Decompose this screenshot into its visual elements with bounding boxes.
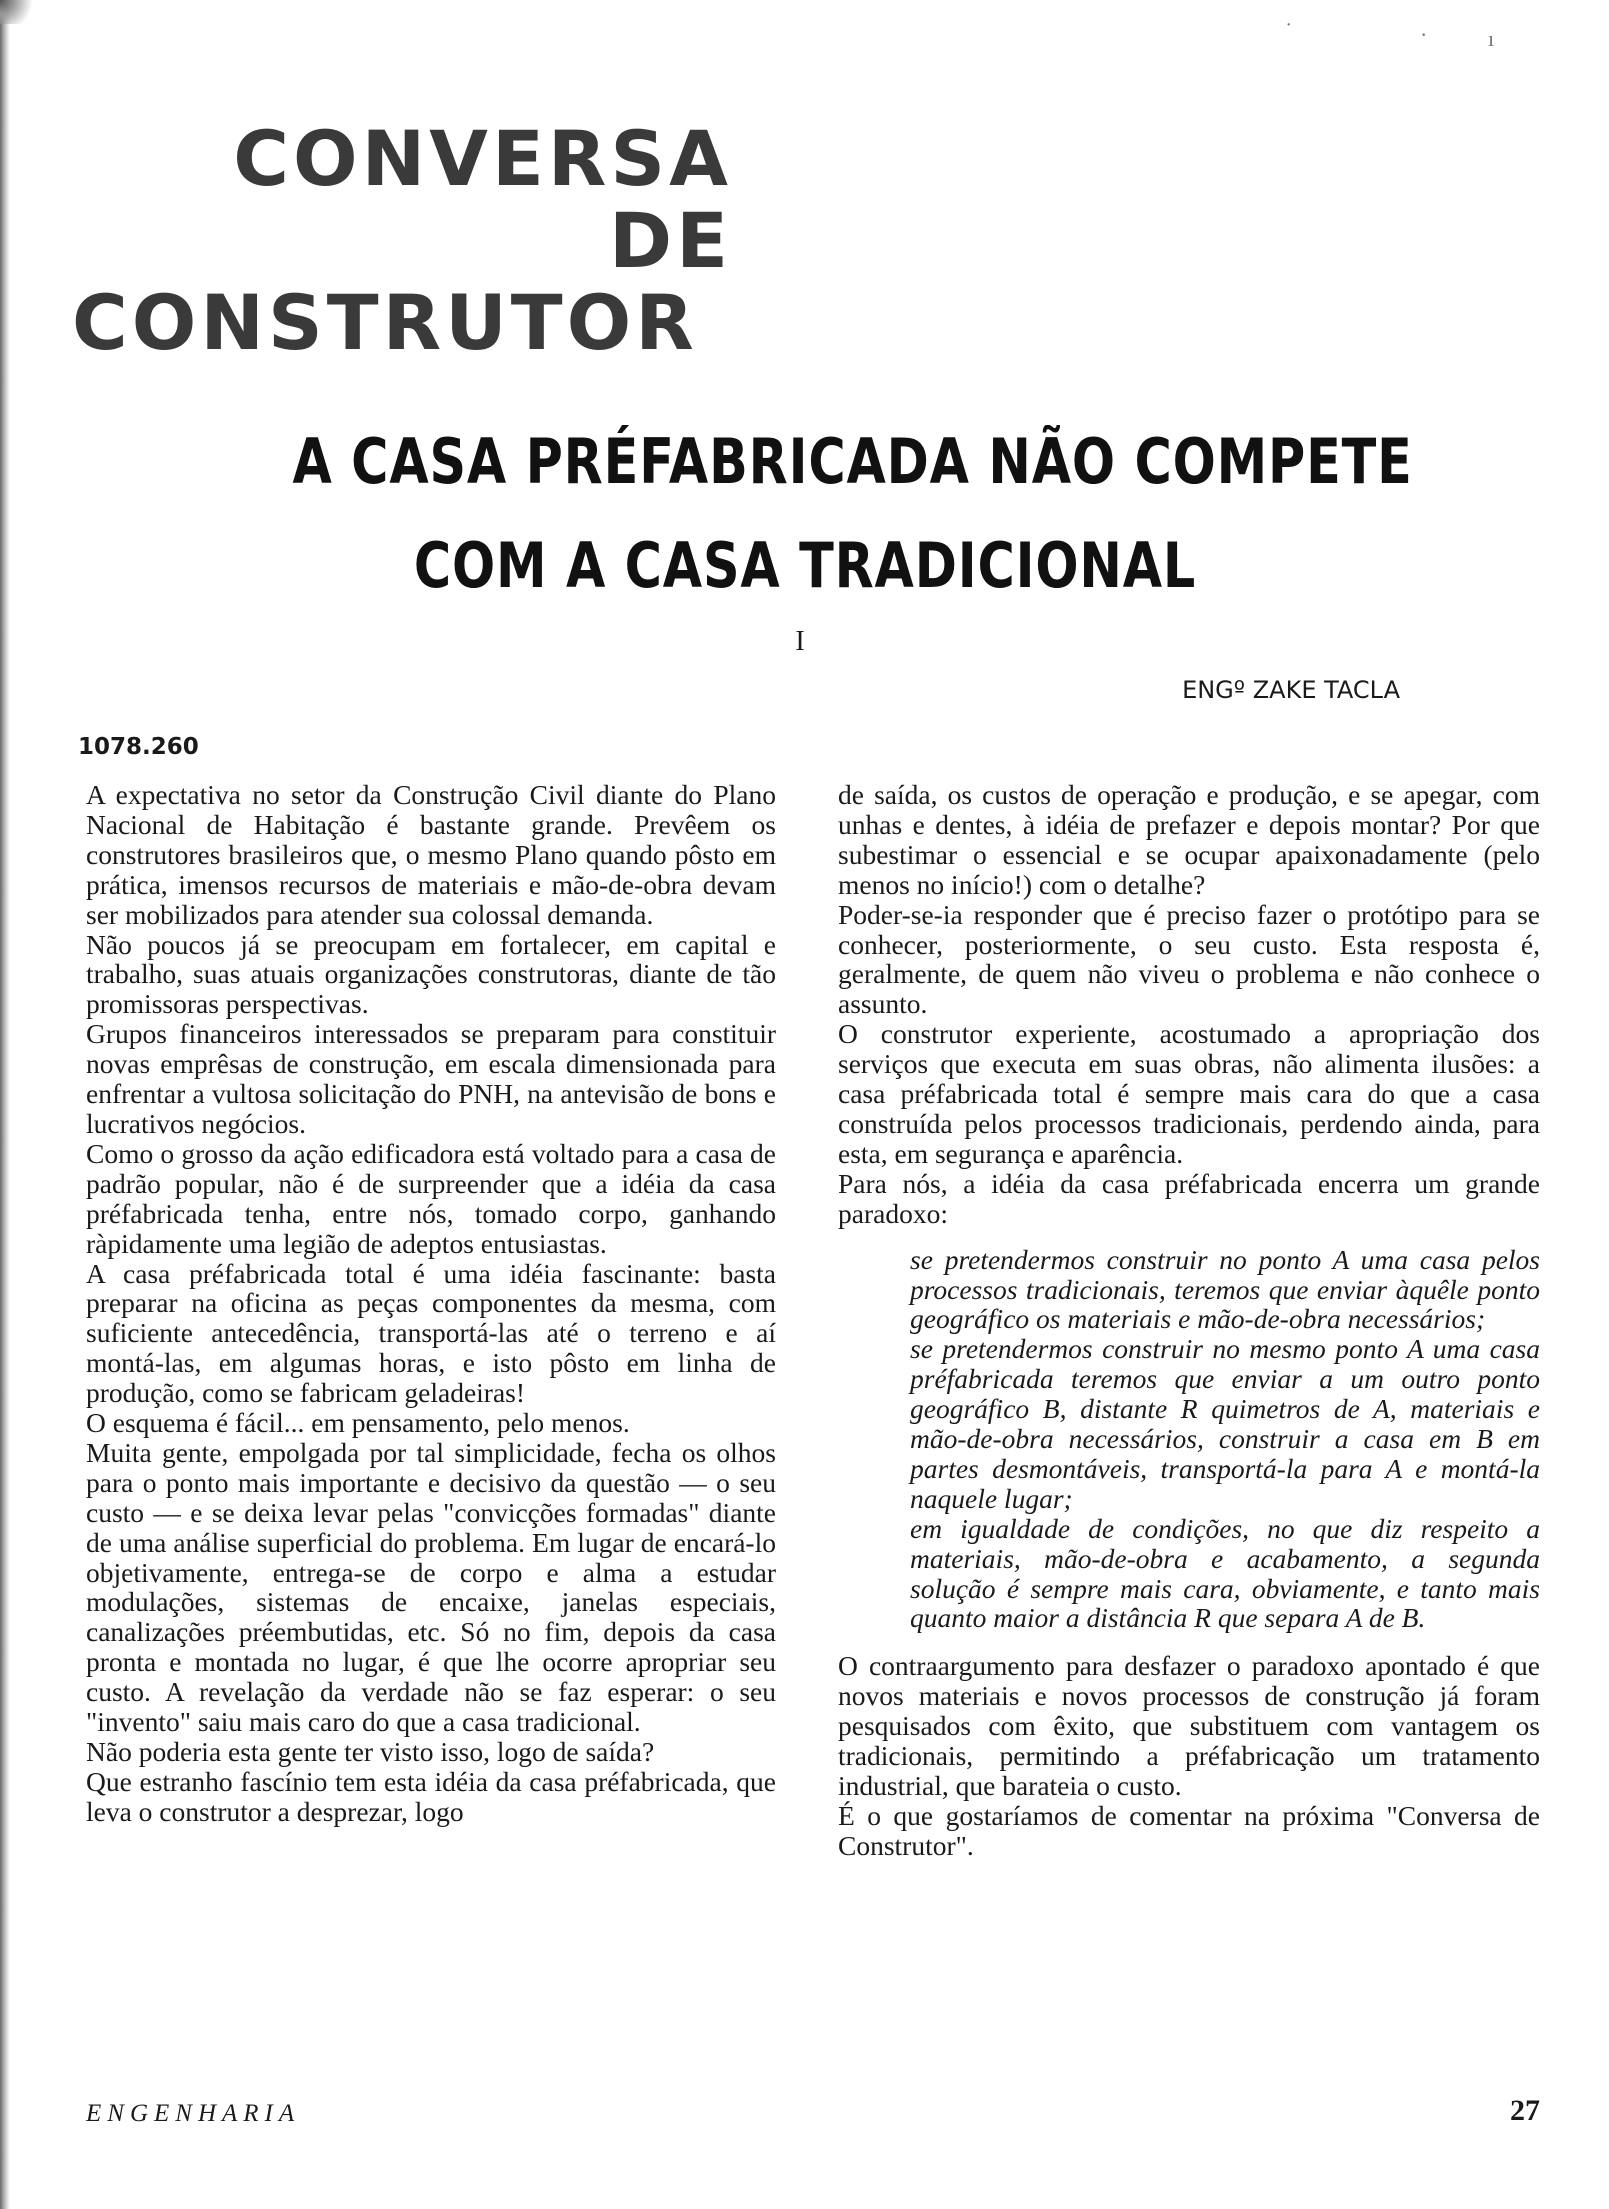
paradox-quote (910, 1245, 1540, 1634)
paragraph: Não poderia esta gente ter visto isso, logo de saída? (86, 1736, 655, 1767)
quote-paragraph: se pretendermos construir no mesmo ponto A uma casa préfabricada teremos que enviar a um outro ponto geográfico B, distante R quimetros de A, materiais e mão-de-obra necessários, construir a casa em B em partes desmontáveis, transportá-la para A e montá-la naquele lugar; (910, 1333, 1540, 1514)
headline-line: A CASA PRÉFABRICADA NÃO COMPETE (292, 425, 1413, 498)
page-number: 27 (1510, 2094, 1540, 2127)
paragraph: Que estranho fascínio tem esta idéia da casa préfabricada, que leva o construtor a desprezar, logo (86, 1765, 776, 1827)
paragraph: de saída, os custos de operação e produção, e se apegar, com unhas e dentes, à idéia de prefazer e depois montar? Por que subestimar o essencial e se ocupar apaixonadamente (pelo menos no início!) com o detalhe? (838, 779, 1540, 900)
paragraph: É o que gostaríamos de comentar na próxima "Conversa de Construtor". (838, 1799, 1540, 1861)
quote-paragraph: se pretendermos construir no ponto A uma casa pelos processos tradicionais, teremos que enviar àquêle ponto geográfico os materiais e mão-de-obra necessários; (910, 1243, 1540, 1335)
paragraph: Para nós, a idéia da casa préfabricada encerra um grande paradoxo: (838, 1167, 1540, 1229)
paragraph: Grupos financeiros interessados se preparam para constituir novas emprêsas de construção, em escala dimensionada para enfrentar a vultosa solicitação do PNH, na antevisão de bons e lucrativos negócios. (86, 1018, 776, 1139)
paragraph: Como o grosso da ação edificadora está voltado para a casa de padrão popular, não é de surpreender que a idéia da casa préfabricada tenha, entre nós, tomado corpo, ganhando ràpidamente uma legião de adeptos entusiastas. (86, 1137, 776, 1259)
part-number: I (795, 626, 805, 657)
scan-speck: ˙ (1285, 18, 1293, 43)
paragraph: A casa préfabricada total é uma idéia fascinante: basta preparar na oficina as peças componentes da mesma, com suficiente antecedência, transportá-las até o terreno e aí montá-las, em algumas horas, e isto pôsto em linha de produção, como se fabricam geladeiras! (86, 1257, 776, 1409)
scan-edge-shadow (0, 0, 10, 2209)
paragraph: Muita gente, empolgada por tal simplicidade, fecha os olhos para o ponto mais importante e decisivo da questão — o seu custo — e se deixa levar pelas "convicções formadas" diante de uma análise superficial do problema. Em lugar de encará-lo objetivamente, entrega-se de corpo e alma a estudar modulações, sistemas de encaixe, janelas especiais, canalizações préembutidas, etc. Só no fim, depois da casa pronta e montada no lugar, é que lhe ocorre apropriar seu custo. A revelação da verdade não se faz esperar: o seu "invento" saiu mais caro do que a casa tradicional. (86, 1436, 776, 1738)
paragraph: Não poucos já se preocupam em fortalecer, em capital e trabalho, suas atuais organizações construtoras, diante de tão promissoras perspectivas. (86, 928, 776, 1020)
kicker-line: CONSTRUTOR (72, 278, 698, 367)
right-column (838, 780, 1540, 1861)
kicker-line: DE (608, 196, 732, 285)
scan-corner-mark (0, 0, 40, 24)
paragraph: O construtor experiente, acostumado a apropriação dos serviços que executa em suas obras, não alimenta ilusões: a casa préfabricada total é sempre mais cara do que a casa construída pelos processos tradicionais, perdendo ainda, para esta, em segurança e aparência. (838, 1018, 1540, 1169)
paragraph: Poder-se-ia responder que é preciso fazer o protótipo para se conhecer, posteriormente, o seu custo. Esta resposta é, geralmente, de quem não viveu o problema e não conhece o assunto. (838, 898, 1540, 1020)
scan-speck: ı (1488, 26, 1495, 51)
paragraph: O contraargumento para desfazer o paradoxo apontado é que novos materiais e novos processos de construção já foram pesquisados com êxito, que substituem com vantagem os tradicionais, permitindo a préfabricação um tratamento industrial, que barateia o custo. (838, 1650, 1540, 1801)
article-code: 1078.260 (78, 734, 199, 760)
paragraph: A expectativa no setor da Construção Civil diante do Plano Nacional de Habitação é bastante grande. Prevêem os construtores brasileiros que, o mesmo Plano quando pôsto em prática, imensos recursos de materiais e mão-de-obra devam ser mobilizados para atender sua colossal demanda. (86, 779, 776, 930)
left-column (86, 780, 776, 1827)
kicker-line: CONVERSA (233, 114, 732, 203)
headline-line: COM A CASA TRADICIONAL (413, 529, 1197, 602)
journal-name: ENGENHARIA (86, 2100, 301, 2127)
scan-speck: · (1420, 22, 1428, 47)
quote-paragraph: em igualdade de condições, no que diz respeito a materiais, mão-de-obra e acabamento, a segunda solução é sempre mais cara, obviamente, e tanto mais quanto maior a distância R que separa A de B. (910, 1512, 1540, 1634)
article-headline (292, 410, 1413, 618)
author-byline: ENGº ZAKE TACLA (1182, 676, 1400, 704)
paragraph: O esquema é fácil... em pensamento, pelo menos. (86, 1407, 630, 1439)
section-kicker (72, 114, 732, 367)
